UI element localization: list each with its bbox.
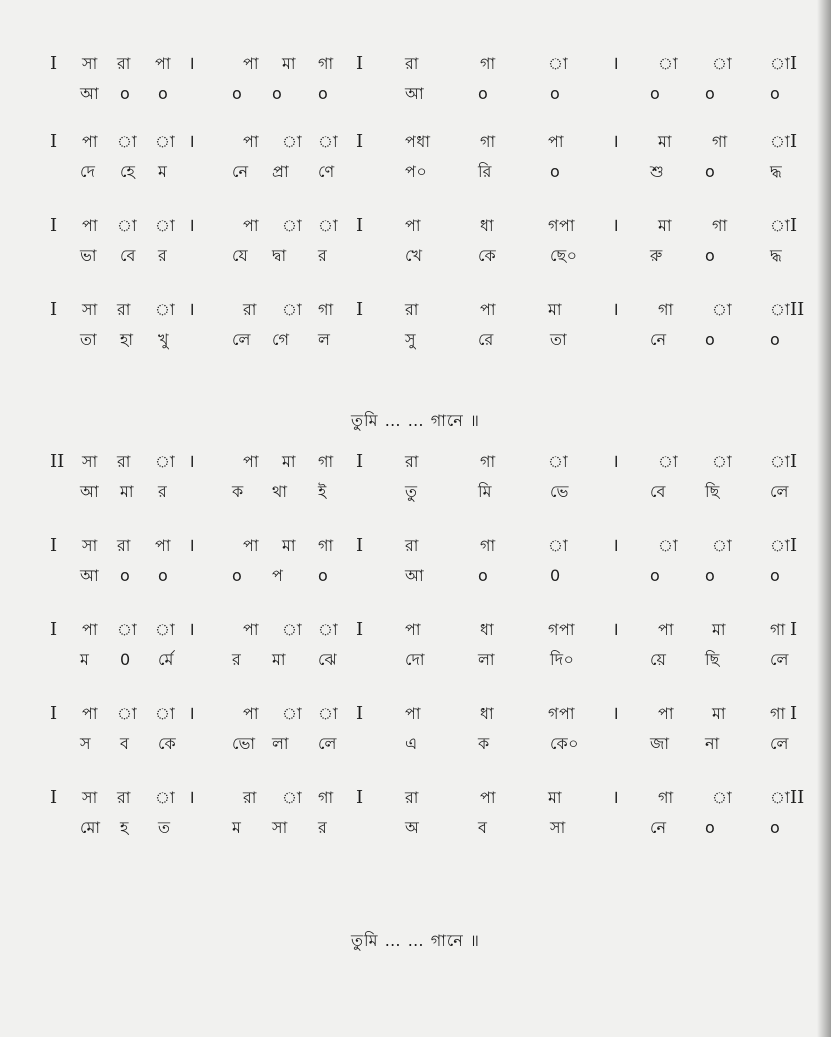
lyric-syllable: র [158, 482, 168, 501]
swara-note: রা [243, 300, 257, 319]
lyrics-row [0, 242, 831, 270]
lyric-syllable: খু [158, 330, 170, 349]
lyric-syllable: থা [272, 482, 288, 501]
swara-note: রা [405, 452, 419, 471]
bar-line: । [612, 215, 619, 236]
swara-note: রা [405, 788, 419, 807]
lyric-syllable: আ [405, 84, 425, 103]
lyric-syllable: o [158, 566, 169, 585]
swara-note: পা [548, 132, 565, 151]
bar-line: । [612, 299, 619, 320]
lyric-syllable: হা [120, 330, 134, 349]
lyric-syllable: o [770, 84, 781, 103]
lyric-syllable: লে [318, 734, 337, 753]
lyric-syllable: য়ে [650, 650, 667, 669]
lyrics-row [0, 730, 831, 758]
lyric-syllable: o [705, 84, 716, 103]
swara-note: পা [243, 704, 260, 723]
lyric-syllable: o [158, 84, 169, 103]
lyric-syllable: বে [650, 482, 666, 501]
swara-note: পা [155, 54, 172, 73]
lyric-syllable: তা [550, 330, 568, 349]
swara-note: পা [658, 704, 675, 723]
lyric-syllable: রে [478, 330, 494, 349]
lyric-syllable: মা [120, 482, 135, 501]
bar-line: । [612, 451, 619, 472]
swara-note: সা [82, 300, 98, 319]
lyric-syllable: আ [80, 566, 100, 585]
lyric-syllable: র্মে [158, 650, 174, 669]
swara-note: া [658, 54, 679, 73]
lyric-syllable: না [705, 734, 720, 753]
notation-line [0, 616, 831, 676]
swara-note: পা [82, 704, 99, 723]
lyric-syllable: গে [272, 330, 290, 349]
lyric-syllable: o [770, 566, 781, 585]
lyric-syllable: বে [120, 246, 136, 265]
lyric-syllable: সা [550, 818, 566, 837]
swara-row [0, 212, 831, 240]
lyric-syllable: হে [120, 162, 136, 181]
swara-note: পা [243, 536, 260, 555]
swara-note: া [770, 452, 791, 471]
swara-note: া [155, 704, 176, 723]
lyric-syllable: লা [478, 650, 496, 669]
bar-line: I [790, 131, 798, 152]
swara-note: পধা [405, 132, 431, 151]
lyric-syllable: o [232, 84, 243, 103]
notation-line [0, 448, 831, 508]
bar-line: । [612, 53, 619, 74]
lyric-syllable: o [770, 330, 781, 349]
swara-note: গা [318, 452, 334, 471]
bar-line: । [188, 619, 195, 640]
swara-note: া [770, 216, 791, 235]
lyric-syllable: দে [80, 162, 96, 181]
lyric-syllable: লে [770, 734, 789, 753]
swara-row [0, 296, 831, 324]
lyric-syllable: ছি [705, 650, 720, 669]
swara-note: পা [480, 788, 497, 807]
lyric-syllable: লে [232, 330, 251, 349]
swara-note: গা [770, 620, 786, 639]
swara-note: পা [82, 620, 99, 639]
bar-line: I [356, 451, 364, 472]
bar-line: I [356, 787, 364, 808]
swara-note: গা [480, 452, 496, 471]
lyric-syllable: মা [272, 650, 287, 669]
swara-note: া [155, 132, 176, 151]
lyrics-row [0, 158, 831, 186]
bar-line: II [50, 451, 65, 472]
bar-line: । [188, 131, 195, 152]
notation-line [0, 784, 831, 844]
swara-note: া [548, 54, 569, 73]
swara-note: পা [82, 216, 99, 235]
bar-line: I [356, 131, 364, 152]
lyric-syllable: ই [318, 482, 327, 501]
lyric-syllable: o [650, 84, 661, 103]
lyric-syllable: প০ [405, 162, 428, 181]
swara-note: রা [243, 788, 257, 807]
swara-note: রা [405, 54, 419, 73]
lyric-syllable: ম [158, 162, 168, 181]
notation-line [0, 532, 831, 592]
lyrics-row [0, 326, 831, 354]
lyric-syllable: নে [232, 162, 249, 181]
swara-note: া [318, 704, 339, 723]
swara-note: গা [318, 300, 334, 319]
lyric-syllable: দি০ [550, 650, 575, 669]
lyric-syllable: o [120, 84, 131, 103]
swara-note: া [155, 216, 176, 235]
bar-line: I [356, 703, 364, 724]
lyrics-row [0, 814, 831, 842]
notation-line [0, 128, 831, 188]
swara-note: া [282, 788, 303, 807]
swara-note: মা [282, 536, 297, 555]
swara-row [0, 700, 831, 728]
refrain-line: তুমি … … গানে ॥ [351, 411, 480, 430]
lyric-syllable: ম [80, 650, 90, 669]
bar-line: । [188, 703, 195, 724]
swara-note: রা [117, 536, 131, 555]
lyric-syllable: যে [232, 246, 249, 265]
swara-note: মা [712, 620, 727, 639]
bar-line: । [612, 787, 619, 808]
lyric-syllable: ভে [550, 482, 569, 501]
swara-note: া [282, 300, 303, 319]
bar-line: I [50, 53, 58, 74]
lyric-syllable: এ [405, 734, 418, 753]
swara-note: া [155, 452, 176, 471]
lyrics-row [0, 562, 831, 590]
swara-note: পা [243, 452, 260, 471]
swara-note: মা [548, 788, 563, 807]
swara-note: া [712, 788, 733, 807]
lyric-syllable: o [705, 330, 716, 349]
lyric-syllable: অ [405, 818, 420, 837]
bar-line: I [50, 535, 58, 556]
lyric-syllable: আ [405, 566, 425, 585]
swara-row [0, 128, 831, 156]
swara-note: া [770, 54, 791, 73]
bar-line: । [612, 703, 619, 724]
swara-note: রা [405, 300, 419, 319]
lyric-syllable: লে [770, 482, 789, 501]
lyric-syllable: স [80, 734, 92, 753]
bar-line: I [790, 451, 798, 472]
lyric-syllable: তু [405, 482, 418, 501]
lyric-syllable: o [770, 818, 781, 837]
lyric-syllable: রু [650, 246, 663, 265]
swara-note: া [282, 620, 303, 639]
bar-line: I [790, 215, 798, 236]
lyric-syllable: o [650, 566, 661, 585]
page-edge-shadow [817, 0, 831, 1037]
bar-line: । [612, 131, 619, 152]
swara-note: গা [318, 788, 334, 807]
refrain-line: তুমি … … গানে ॥ [351, 931, 480, 950]
lyric-syllable: জা [650, 734, 670, 753]
lyric-syllable: সু [405, 330, 417, 349]
swara-note: পা [405, 704, 422, 723]
swara-note: মা [282, 54, 297, 73]
lyric-syllable: আ [80, 84, 100, 103]
swara-row [0, 50, 831, 78]
lyric-syllable: o [550, 84, 561, 103]
swara-note: া [712, 452, 733, 471]
lyric-syllable: র [232, 650, 242, 669]
lyric-syllable: ণে [318, 162, 335, 181]
swara-note: া [770, 536, 791, 555]
swara-note: া [770, 300, 791, 319]
swara-note: া [117, 704, 138, 723]
swara-note: পা [243, 132, 260, 151]
bar-line: I [356, 53, 364, 74]
swara-note: া [658, 536, 679, 555]
lyric-syllable: কে০ [550, 734, 580, 753]
swara-note: া [658, 452, 679, 471]
swara-note: া [712, 536, 733, 555]
lyric-syllable: ভা [80, 246, 98, 265]
swara-row [0, 532, 831, 560]
lyric-syllable: ল [318, 330, 331, 349]
notation-line [0, 212, 831, 272]
swara-note: ধা [480, 216, 495, 235]
swara-note: পা [658, 620, 675, 639]
lyric-syllable: ম [232, 818, 242, 837]
swara-note: া [318, 216, 339, 235]
lyrics-row [0, 478, 831, 506]
lyric-syllable: ত [158, 818, 171, 837]
lyric-syllable: দ্বা [272, 246, 287, 265]
lyric-syllable: ছে০ [550, 246, 578, 265]
swara-row [0, 448, 831, 476]
swara-row [0, 616, 831, 644]
lyric-syllable: ছি [705, 482, 720, 501]
lyric-syllable: ক [478, 734, 490, 753]
lyric-syllable: লে [770, 650, 789, 669]
lyric-syllable: তা [80, 330, 98, 349]
swara-note: পা [405, 620, 422, 639]
bar-line: I [50, 703, 58, 724]
swara-note: া [282, 216, 303, 235]
lyric-syllable: লা [272, 734, 290, 753]
lyric-syllable: নে [650, 818, 667, 837]
lyric-syllable: o [705, 818, 716, 837]
lyric-syllable: o [120, 566, 131, 585]
swara-note: া [155, 788, 176, 807]
swara-note: গা [480, 536, 496, 555]
lyric-syllable: o [705, 566, 716, 585]
lyric-syllable: o [272, 84, 283, 103]
lyric-syllable: o [478, 566, 489, 585]
swara-note: া [155, 300, 176, 319]
swara-note: পা [480, 300, 497, 319]
swara-note: গা [318, 536, 334, 555]
notation-line [0, 700, 831, 760]
swara-note: পা [405, 216, 422, 235]
lyrics-row [0, 80, 831, 108]
bar-line: I [790, 535, 798, 556]
lyric-syllable: ঝে [318, 650, 338, 669]
swara-note: া [548, 536, 569, 555]
bar-line: I [50, 215, 58, 236]
swara-note: সা [82, 54, 98, 73]
lyric-syllable: দো [405, 650, 426, 669]
lyrics-row [0, 646, 831, 674]
lyric-syllable: র [318, 818, 328, 837]
lyric-syllable: o [705, 162, 716, 181]
lyric-syllable: দ্ধ [770, 246, 783, 265]
lyric-syllable: হ [120, 818, 129, 837]
bar-line: । [188, 451, 195, 472]
bar-line: I [50, 299, 58, 320]
swara-note: রা [117, 300, 131, 319]
swara-note: গা [658, 788, 674, 807]
swara-note: গা [770, 704, 786, 723]
lyric-syllable: মো [80, 818, 101, 837]
swara-note: রা [117, 788, 131, 807]
bar-line: । [188, 535, 195, 556]
swara-note: পা [155, 536, 172, 555]
bar-line: II [790, 787, 805, 808]
swara-note: ধা [480, 704, 495, 723]
bar-line: । [188, 299, 195, 320]
swara-note: মা [548, 300, 563, 319]
bar-line: I [356, 299, 364, 320]
swara-note: া [318, 132, 339, 151]
lyric-syllable: প [272, 566, 284, 585]
lyric-syllable: o [550, 162, 561, 181]
bar-line: । [188, 215, 195, 236]
swara-note: গপা [548, 704, 575, 723]
bar-line: I [790, 619, 798, 640]
bar-line: I [50, 131, 58, 152]
lyric-syllable: ক [232, 482, 244, 501]
bar-line: I [790, 53, 798, 74]
lyric-syllable: মি [478, 482, 492, 501]
lyric-syllable: শু [650, 162, 665, 181]
swara-note: গপা [548, 620, 575, 639]
swara-note: মা [658, 216, 673, 235]
swara-row [0, 784, 831, 812]
swara-note: গা [480, 54, 496, 73]
lyric-syllable: নে [650, 330, 667, 349]
lyric-syllable: খে [405, 246, 423, 265]
swara-note: া [117, 216, 138, 235]
lyric-syllable: o [318, 566, 329, 585]
lyric-syllable: দ্ধ [770, 162, 783, 181]
swara-note: রা [117, 54, 131, 73]
bar-line: I [50, 619, 58, 640]
bar-line: I [790, 703, 798, 724]
lyric-syllable: o [318, 84, 329, 103]
lyric-syllable: রি [478, 162, 492, 181]
swara-note: গা [480, 132, 496, 151]
swara-note: া [117, 620, 138, 639]
swara-note: পা [243, 620, 260, 639]
lyric-syllable: র [318, 246, 328, 265]
lyric-syllable: o [478, 84, 489, 103]
swara-note: সা [82, 788, 98, 807]
swara-note: া [318, 620, 339, 639]
lyric-syllable: o [232, 566, 243, 585]
swara-note: া [712, 300, 733, 319]
notation-line [0, 296, 831, 356]
lyric-syllable: কে [158, 734, 177, 753]
swara-note: পা [82, 132, 99, 151]
swara-note: মা [282, 452, 297, 471]
swara-note: া [548, 452, 569, 471]
lyric-syllable: আ [80, 482, 100, 501]
lyric-syllable: সা [272, 818, 288, 837]
bar-line: । [188, 787, 195, 808]
swara-note: পা [243, 54, 260, 73]
bar-line: I [356, 215, 364, 236]
swara-note: মা [712, 704, 727, 723]
swara-note: ধা [480, 620, 495, 639]
swara-note: া [117, 132, 138, 151]
bar-line: । [612, 619, 619, 640]
swara-note: সা [82, 536, 98, 555]
swara-note: া [770, 788, 791, 807]
lyric-syllable: ব [478, 818, 488, 837]
lyric-syllable: 0 [550, 566, 561, 585]
bar-line: II [790, 299, 805, 320]
lyric-syllable: র [158, 246, 168, 265]
swara-note: া [155, 620, 176, 639]
swara-note: মা [658, 132, 673, 151]
swara-note: গা [712, 132, 728, 151]
swara-note: া [282, 132, 303, 151]
lyric-syllable: ব [120, 734, 130, 753]
bar-line: I [356, 535, 364, 556]
notation-line [0, 50, 831, 110]
bar-line: । [612, 535, 619, 556]
swara-note: া [282, 704, 303, 723]
swara-note: রা [117, 452, 131, 471]
swara-note: রা [405, 536, 419, 555]
swara-note: া [770, 132, 791, 151]
lyric-syllable: o [705, 246, 716, 265]
bar-line: । [188, 53, 195, 74]
bar-line: I [356, 619, 364, 640]
swara-note: গা [712, 216, 728, 235]
swara-note: গা [658, 300, 674, 319]
bar-line: I [50, 787, 58, 808]
swara-note: গপা [548, 216, 575, 235]
swara-note: গা [318, 54, 334, 73]
lyric-syllable: 0 [120, 650, 131, 669]
swara-note: পা [243, 216, 260, 235]
lyric-syllable: কে [478, 246, 497, 265]
swara-note: সা [82, 452, 98, 471]
swara-note: া [712, 54, 733, 73]
lyric-syllable: ভো [232, 734, 256, 753]
lyric-syllable: প্রা [272, 162, 290, 181]
